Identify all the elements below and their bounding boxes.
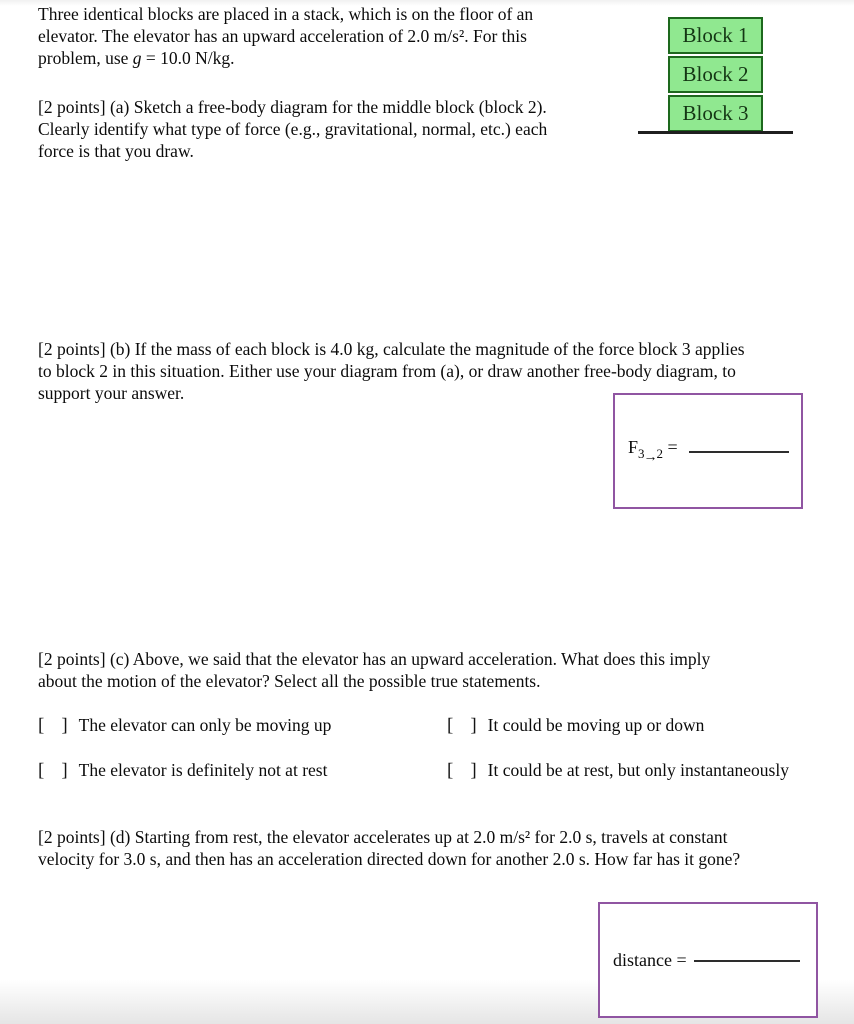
option-label: The elevator can only be moving up <box>78 715 332 735</box>
distance-answer-box <box>598 902 818 1018</box>
checkbox[interactable]: [ ] <box>447 760 477 781</box>
part-d-question <box>38 826 740 870</box>
force-formula-label: $F_{3\to 2}$ = <box>628 436 683 465</box>
arrow-icon: → <box>643 449 658 465</box>
checkbox[interactable]: [ ] <box>38 760 68 781</box>
checkbox[interactable]: [ ] <box>38 715 68 736</box>
part-a-question <box>38 96 547 162</box>
force-answer-box <box>613 393 803 509</box>
text-line: force is that you draw. <box>38 141 194 161</box>
block-3-label: Block 3 <box>682 101 749 125</box>
option-elevator-only-up <box>38 715 331 737</box>
option-label: It could be at rest, but only instantaneously <box>487 760 789 780</box>
text-line: to block 2 in this situation. Either use your diagram from (a), or draw another free-body diagram, to <box>38 361 736 381</box>
text-line: [2 points] (c) Above, we said that the elevator has an upward acceleration. What does this imply <box>38 649 711 669</box>
block-2 <box>668 56 763 93</box>
text-line: Three identical blocks are placed in a stack, which is on the floor of an <box>38 4 534 24</box>
force-answer-blank[interactable] <box>689 450 789 453</box>
option-up-or-down <box>447 715 704 737</box>
text-line: velocity for 3.0 s, and then has an acceleration directed down for another 2.0 s. How far has it gone? <box>38 849 741 869</box>
option-label: The elevator is definitely not at rest <box>78 760 328 780</box>
problem-statement <box>38 3 533 69</box>
text-line: Clearly identify what type of force (e.g., gravitational, normal, etc.) each <box>38 119 548 139</box>
option-not-at-rest <box>38 760 327 782</box>
text-line: about the motion of the elevator? Select all the possible true statements. <box>38 671 541 691</box>
block-1 <box>668 17 763 54</box>
option-rest-instantaneous <box>447 760 789 782</box>
block-3 <box>668 95 763 132</box>
text-line: support your answer. <box>38 383 185 403</box>
elevator-floor-line <box>638 131 793 134</box>
text-line: [2 points] (a) Sketch a free-body diagram for the middle block (block 2). <box>38 97 547 117</box>
text-line: problem, use g = 10.0 N/kg. <box>38 48 235 68</box>
text-line: elevator. The elevator has an upward acceleration of 2.0 m/s². For this <box>38 26 527 46</box>
block-1-label: Block 1 <box>682 23 749 47</box>
distance-answer-blank[interactable] <box>694 959 800 962</box>
option-label: It could be moving up or down <box>487 715 705 735</box>
block-stack-diagram <box>668 17 763 132</box>
g-variable: g <box>132 48 142 68</box>
text-line: [2 points] (b) If the mass of each block is 4.0 kg, calculate the magnitude of the force block 3 applies <box>38 339 745 359</box>
checkbox[interactable]: [ ] <box>447 715 477 736</box>
part-c-question <box>38 648 710 692</box>
block-2-label: Block 2 <box>682 62 749 86</box>
text-line: [2 points] (d) Starting from rest, the elevator accelerates up at 2.0 m/s² for 2.0 s, travels at constant <box>38 827 728 847</box>
distance-label: distance = <box>613 949 687 970</box>
